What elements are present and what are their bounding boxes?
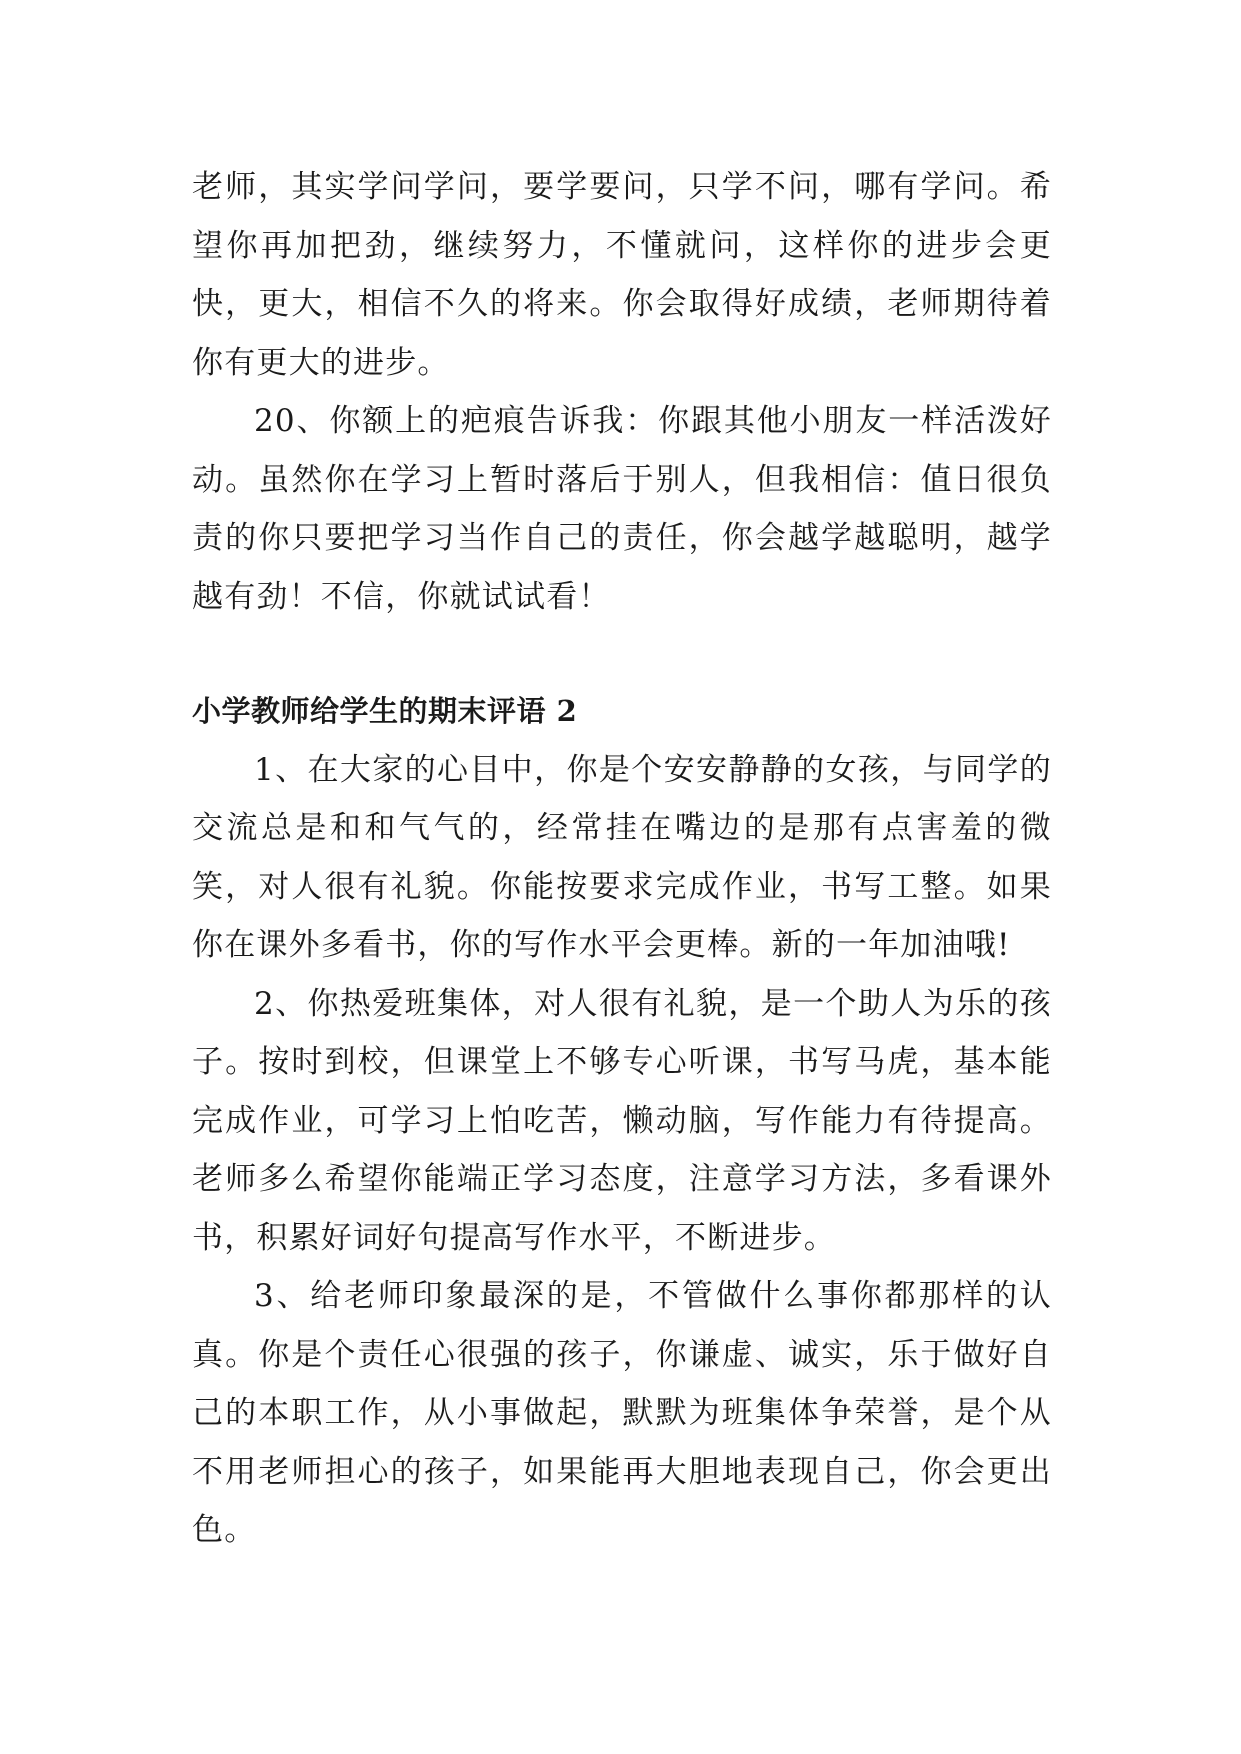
paragraph-item-1: 1、在大家的心目中，你是个安安静静的女孩，与同学的交流总是和和气气的，经常挂在嘴边的是那有点害羞的微笑，对人很有礼貌。你能按要求完成作业，书写工整。如果你在课外多看书，你的写作水平会更棒。新的一年加油哦! <box>192 751 1052 963</box>
section-title: 小学教师给学生的期末评语 2 <box>192 694 578 728</box>
document-body <box>192 158 1052 1560</box>
paragraph-item-20: 20、你额上的疤痕告诉我：你跟其他小朋友一样活泼好动。虽然你在学习上暂时落后于别人，但我相信：值日很负责的你只要把学习当作自己的责任，你会越学越聪明，越学越有劲！不信，你就试试看！ <box>192 403 1052 615</box>
paragraph-continuation: 老师，其实学问学问，要学要问，只学不问，哪有学问。希望你再加把劲，继续努力，不懂就问，这样你的进步会更快，更大，相信不久的将来。你会取得好成绩，老师期待着你有更大的进步。 <box>192 169 1052 381</box>
paragraph-item-2: 2、你热爱班集体，对人很有礼貌，是一个助人为乐的孩子。按时到校，但课堂上不够专心听课，书写马虎，基本能完成作业，可学习上怕吃苦，懒动脑，写作能力有待提高。老师多么希望你能端正学习态度，注意学习方法，多看课外书，积累好词好句提高写作水平，不断进步。 <box>192 985 1052 1256</box>
paragraph-item-3: 3、给老师印象最深的是，不管做什么事你都那样的认真。你是个责任心很强的孩子，你谦虚、诚实，乐于做好自己的本职工作，从小事做起，默默为班集体争荣誉，是个从不用老师担心的孩子，如果能再大胆地表现自己，你会更出色。 <box>192 1278 1052 1548</box>
